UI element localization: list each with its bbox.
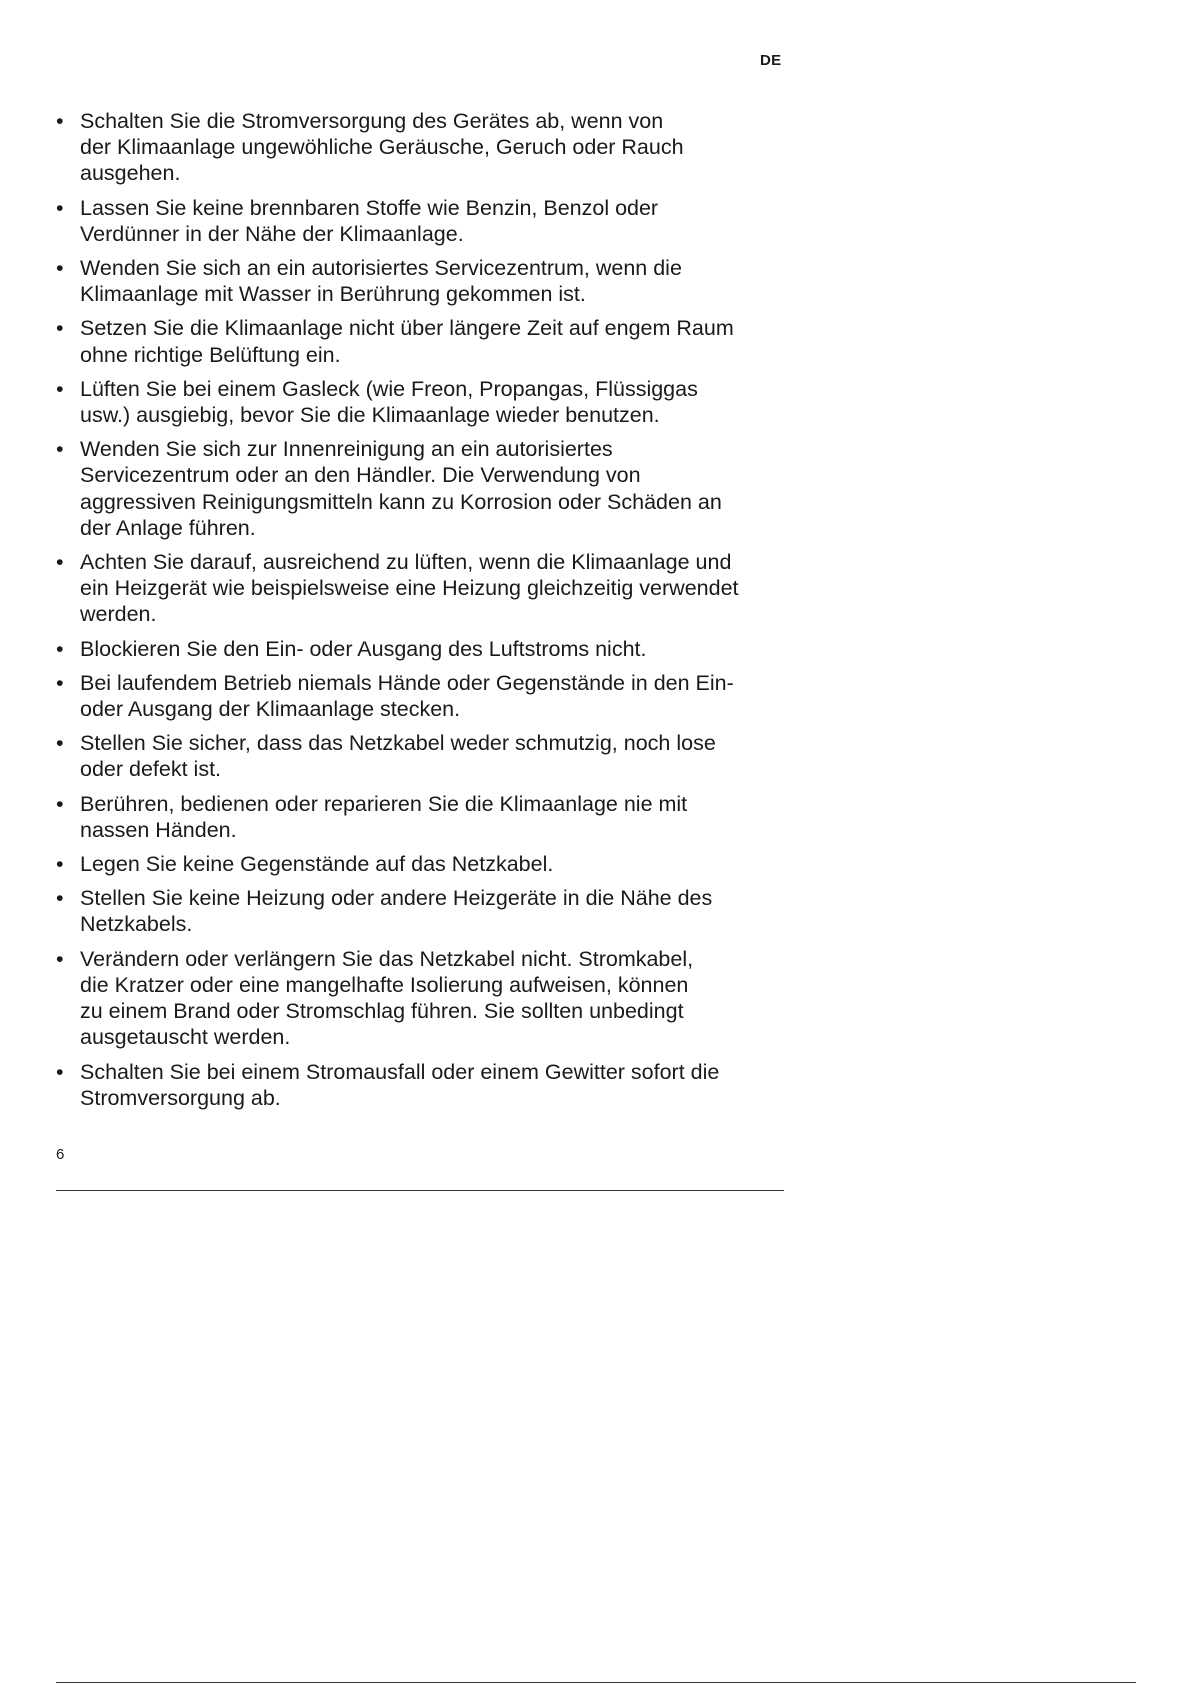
list-item xyxy=(56,108,786,187)
list-item-line: nassen Händen. xyxy=(80,817,237,842)
list-item xyxy=(56,315,786,367)
bullet-icon: • xyxy=(56,791,64,816)
list-item-line: Blockieren Sie den Ein- oder Ausgang des Luftstroms nicht. xyxy=(80,636,647,661)
list-item xyxy=(56,436,786,541)
list-item-line: werden. xyxy=(80,602,157,627)
list-item xyxy=(56,730,786,782)
list-item-text xyxy=(80,885,786,937)
list-item-line: Schalten Sie die Stromversorgung des Gerätes ab, wenn von xyxy=(80,109,664,133)
list-item xyxy=(56,946,786,1051)
list-item-line: Servicezentrum oder an den Händler. Die Verwendung von xyxy=(80,463,641,488)
list-item-line: ein Heizgerät wie beispielsweise eine Heizung gleichzeitig verwendet xyxy=(80,576,739,601)
list-item-line: oder defekt ist. xyxy=(80,757,222,782)
list-item-line: Legen Sie keine Gegenstände auf das Netzkabel. xyxy=(80,852,554,877)
bullet-icon: • xyxy=(56,636,64,661)
bullet-icon: • xyxy=(56,109,64,133)
list-item xyxy=(56,255,786,307)
list-item-line: ausgehen. xyxy=(80,161,181,186)
safety-instructions-list xyxy=(56,108,786,1119)
bullet-icon: • xyxy=(56,670,64,695)
list-item-line: usw.) ausgiebig, bevor Sie die Klimaanlage wieder benutzen. xyxy=(80,403,660,428)
section-divider-line xyxy=(56,1190,784,1191)
bullet-icon: • xyxy=(56,1059,64,1084)
bullet-icon: • xyxy=(56,256,64,281)
list-item-line: zu einem Brand oder Stromschlag führen. Sie sollten unbedingt xyxy=(80,999,684,1024)
list-item-text xyxy=(80,730,786,782)
list-item-line: Netzkabels. xyxy=(80,912,193,937)
list-item-line: Verändern oder verlängern Sie das Netzkabel nicht. Stromkabel, xyxy=(80,946,694,971)
list-item-text xyxy=(80,376,786,428)
list-item-line: Achten Sie darauf, ausreichend zu lüften, wenn die Klimaanlage und xyxy=(80,550,732,575)
page-bottom-line xyxy=(56,1682,1136,1683)
bullet-icon: • xyxy=(56,195,64,220)
list-item-line: Klimaanlage mit Wasser in Berührung gekommen ist. xyxy=(80,282,586,307)
list-item-text xyxy=(80,108,786,187)
list-item xyxy=(56,791,786,843)
list-item-line: aggressiven Reinigungsmitteln kann zu Korrosion oder Schäden an xyxy=(80,489,722,514)
bullet-icon: • xyxy=(56,376,64,401)
list-item-text xyxy=(80,315,786,367)
list-item-text xyxy=(80,946,786,1051)
list-item-line: Verdünner in der Nähe der Klimaanlage. xyxy=(80,221,464,246)
bullet-icon: • xyxy=(56,946,64,971)
bullet-icon: • xyxy=(56,316,64,341)
list-item-line: Schalten Sie bei einem Stromausfall oder einem Gewitter sofort die xyxy=(80,1059,720,1084)
list-item-line: Berühren, bedienen oder reparieren Sie die Klimaanlage nie mit xyxy=(80,791,688,816)
list-item-line: oder Ausgang der Klimaanlage stecken. xyxy=(80,697,461,722)
list-item-text xyxy=(80,636,786,662)
list-item-text xyxy=(80,851,786,877)
list-item xyxy=(56,195,786,247)
list-item-text xyxy=(80,1059,786,1111)
list-item-line: der Anlage führen. xyxy=(80,515,256,540)
list-item-text xyxy=(80,791,786,843)
list-item-line: Lüften Sie bei einem Gasleck (wie Freon, Propangas, Flüssiggas xyxy=(80,376,698,401)
list-item-text xyxy=(80,670,786,722)
bullet-icon: • xyxy=(56,852,64,877)
list-item xyxy=(56,851,786,877)
list-item-line: Setzen Sie die Klimaanlage nicht über längere Zeit auf engem Raum xyxy=(80,316,734,341)
list-item-text xyxy=(80,549,786,628)
list-item-line: der Klimaanlage ungewöhliche Geräusche, Geruch oder Rauch xyxy=(80,135,684,160)
list-item-line: Stellen Sie keine Heizung oder andere Heizgeräte in die Nähe des xyxy=(80,886,713,911)
list-item xyxy=(56,1059,786,1111)
list-item-text xyxy=(80,255,786,307)
list-item-line: Wenden Sie sich zur Innenreinigung an ein autorisiertes xyxy=(80,437,613,462)
language-tag: DE xyxy=(760,52,782,69)
bullet-icon: • xyxy=(56,437,64,462)
list-item-line: Bei laufendem Betrieb niemals Hände oder Gegenstände in den Ein- xyxy=(80,670,734,695)
list-item xyxy=(56,549,786,628)
list-item-line: Stellen Sie sicher, dass das Netzkabel weder schmutzig, noch lose xyxy=(80,731,716,756)
list-item-text xyxy=(80,195,786,247)
list-item-line: ausgetauscht werden. xyxy=(80,1025,291,1050)
list-item-text xyxy=(80,436,786,541)
list-item xyxy=(56,636,786,662)
page-number: 6 xyxy=(56,1146,65,1163)
list-item-line: Lassen Sie keine brennbaren Stoffe wie Benzin, Benzol oder xyxy=(80,195,659,220)
list-item-line: ohne richtige Belüftung ein. xyxy=(80,342,341,367)
list-item-line: Stromversorgung ab. xyxy=(80,1085,281,1110)
list-item xyxy=(56,376,786,428)
list-item-line: Wenden Sie sich an ein autorisiertes Servicezentrum, wenn die xyxy=(80,256,682,281)
list-item-line: die Kratzer oder eine mangelhafte Isolierung aufweisen, können xyxy=(80,972,689,997)
bullet-icon: • xyxy=(56,731,64,756)
bullet-icon: • xyxy=(56,550,64,575)
list-item xyxy=(56,670,786,722)
list-item xyxy=(56,885,786,937)
bullet-icon: • xyxy=(56,886,64,911)
